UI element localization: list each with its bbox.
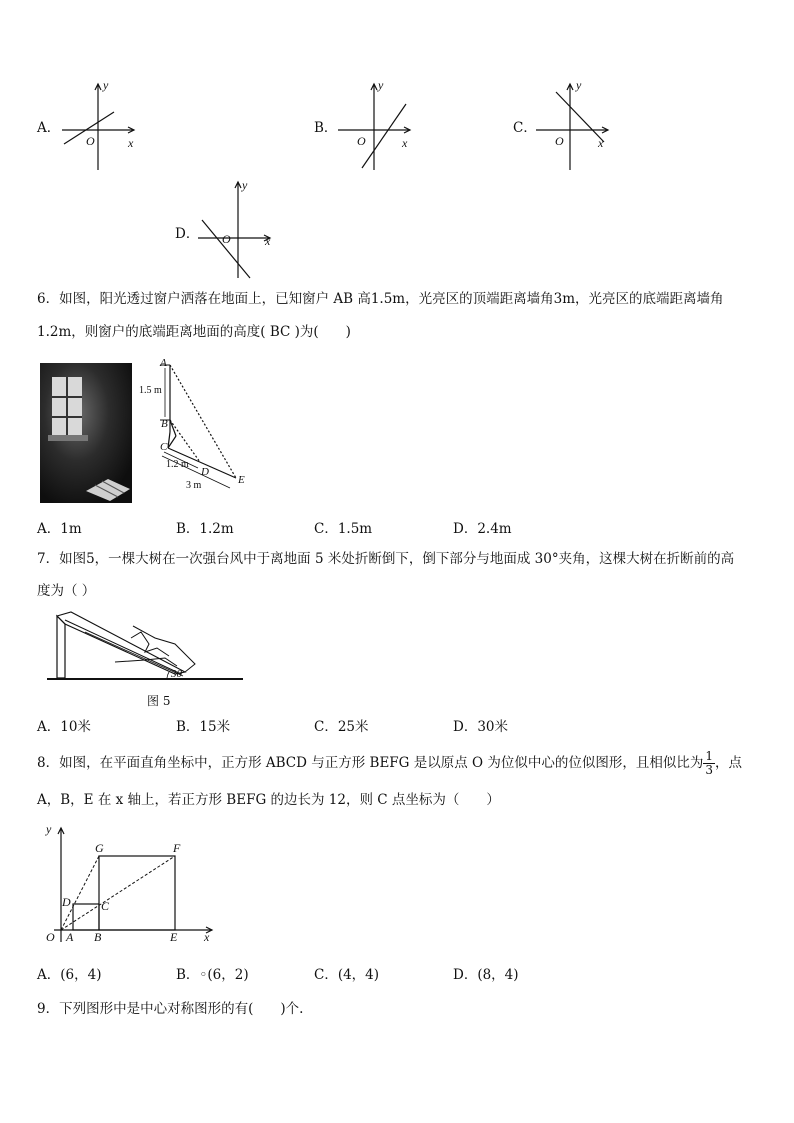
q8-text-line1b: ，点 <box>715 755 743 771</box>
q6-option-b: B．1.2m <box>176 521 234 537</box>
q5-b-x: x <box>402 136 408 150</box>
q5-option-d-label: D． <box>175 226 200 242</box>
q9-text-line1: 9．下列图形中是中心对称图形的有( )个. <box>37 1001 304 1017</box>
q8-x-label: x <box>204 930 210 944</box>
q8-y-label: y <box>46 822 52 836</box>
q6-label-e: E <box>238 474 245 486</box>
q6-option-a: A．1m <box>37 521 82 537</box>
q8-g-label: G <box>95 841 104 855</box>
q6-label-c: C <box>160 441 168 453</box>
q5-c-x: x <box>598 136 604 150</box>
q8-square-figure <box>40 818 220 948</box>
q6-label-d: D <box>201 466 209 478</box>
q5-a-o: O <box>86 134 95 148</box>
q7-text-line2: 度为（ ） <box>37 583 96 599</box>
q8-option-b: B．◦(6，2) <box>176 967 249 983</box>
q8-frac-den: 3 <box>705 763 714 777</box>
q5-a-y: y <box>103 78 109 92</box>
q8-fraction <box>703 750 715 777</box>
q6-label-cd: 1.2 m <box>166 459 189 470</box>
q6-label-b: B <box>161 418 168 430</box>
q7-angle-label: 30 <box>171 668 182 680</box>
q5-c-y: y <box>576 78 582 92</box>
q8-f-label: F <box>173 841 181 855</box>
q6-option-c: C．1.5m <box>314 521 373 537</box>
q8-text-line2: A，B，E 在 x 轴上，若正方形 BEFG 的边长为 12，则 C 点坐标为（ ） <box>37 792 500 808</box>
q5-option-c-label: C． <box>513 120 537 136</box>
q6-option-d: D．2.4m <box>453 521 512 537</box>
q5-d-y: y <box>242 178 248 192</box>
q8-e-label: E <box>170 930 178 944</box>
q6-text-line2: 1.2m，则窗户的底端距离地面的高度( BC )为( ) <box>37 324 351 340</box>
q7-option-c: C．25米 <box>314 719 369 735</box>
q8-option-d: D．(8，4) <box>453 967 519 983</box>
q5-b-o: O <box>357 134 366 148</box>
q8-a-label: A <box>66 930 74 944</box>
q8-frac-num: 1 <box>705 749 714 763</box>
q7-option-b: B．15米 <box>176 719 231 735</box>
q5-graph-b <box>336 82 426 174</box>
q5-option-b-label: B． <box>314 120 338 136</box>
q8-c-label: C <box>101 899 110 913</box>
q5-d-x: x <box>265 234 271 248</box>
q8-text-line1a: 8．如图，在平面直角坐标中，正方形 ABCD 与正方形 BEFG 是以原点 O 为位似中心的位似图形，且相似比为 <box>37 755 704 771</box>
q5-graph-a <box>60 82 150 174</box>
q6-label-a: A <box>160 357 167 369</box>
q8-option-c: C．(4，4) <box>314 967 380 983</box>
q6-label-ab: 1.5 m <box>139 385 162 396</box>
q5-d-o: O <box>222 232 231 246</box>
q7-text-line1: 7．如图5，一棵大树在一次强台风中于离地面 5 米处折断倒下，倒下部分与地面成 30°夹角，这棵大树在折断前的高 <box>37 551 735 567</box>
q5-c-o: O <box>555 134 564 148</box>
q6-label-ce: 3 m <box>186 480 202 491</box>
q5-graph-d <box>196 180 286 280</box>
q6-window-photo <box>40 363 132 503</box>
q5-b-y: y <box>378 78 384 92</box>
q7-option-a: A．10米 <box>37 719 91 735</box>
q7-figure-caption: 图 5 <box>147 694 171 708</box>
q7-option-d: D．30米 <box>453 719 509 735</box>
q5-option-a-label: A． <box>37 120 61 136</box>
q6-text-line1: 6．如图，阳光透过窗户洒落在地面上，已知窗户 AB 高1.5m，光亮区的顶端距离墙角3m，光亮区的底端距离墙角 <box>37 291 724 307</box>
q8-b-label: B <box>94 930 102 944</box>
q8-option-a: A．(6，4) <box>37 967 102 983</box>
q5-a-x: x <box>128 136 134 150</box>
q7-tree-figure <box>45 608 245 690</box>
q8-o-label: O <box>46 930 55 944</box>
q8-d-label: D <box>62 895 71 909</box>
q5-graph-c <box>534 82 624 174</box>
q8-text-line1 <box>37 750 742 777</box>
